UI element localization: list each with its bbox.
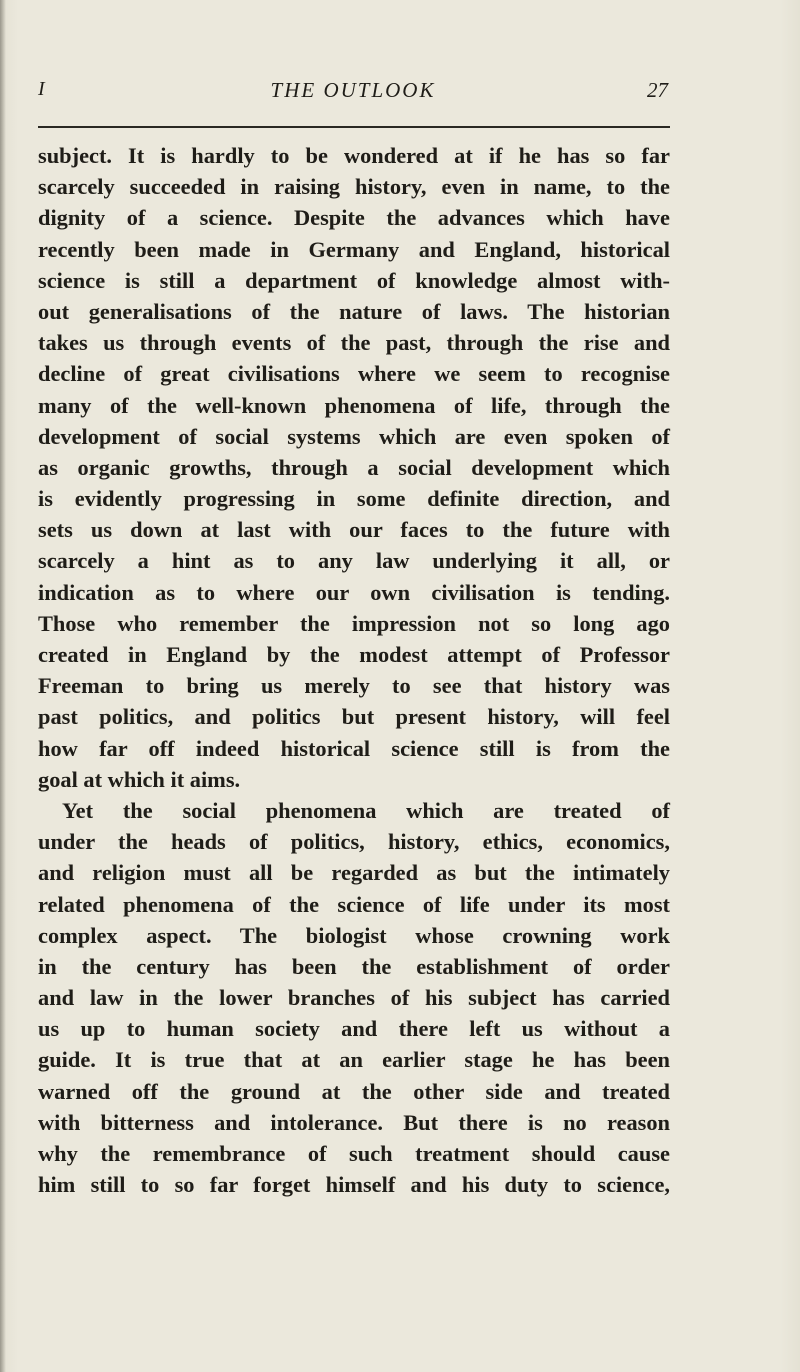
page-number: 27: [647, 78, 668, 102]
text-line: goal at which it aims.: [38, 766, 241, 792]
text-line: warned off the ground at the other side and treated: [38, 1078, 670, 1104]
text-line: scarcely a hint as to any law underlying it all, or: [38, 548, 670, 574]
text-line: with bitterness and intolerance. But there is no reason: [38, 1109, 670, 1135]
text-line: recently been made in Germany and England, historical: [38, 236, 670, 262]
text-line: past politics, and politics but present history, will feel: [38, 704, 670, 730]
text-line: how far off indeed historical science still is from the: [38, 735, 670, 761]
text-line: Freeman to bring us merely to see that history was: [38, 673, 670, 699]
text-line: related phenomena of the science of life under its most: [38, 891, 670, 917]
body-text: [38, 140, 670, 1200]
gutter-shadow: [0, 0, 6, 1372]
text-line: in the century has been the establishment of order: [38, 953, 670, 979]
text-line: and religion must all be regarded as but the intimately: [38, 860, 670, 886]
text-line: indication as to where our own civilisation is tending.: [38, 579, 670, 605]
running-header: [38, 78, 668, 108]
text-line: him still to so far forget himself and his duty to science,: [38, 1172, 670, 1198]
text-line: dignity of a science. Despite the advances which have: [38, 205, 670, 231]
text-line: guide. It is true that at an earlier stage he has been: [38, 1047, 670, 1073]
text-line: complex aspect. The biologist whose crowning work: [38, 922, 670, 948]
text-line: sets us down at last with our faces to the future with: [38, 517, 670, 543]
header-rule: [38, 126, 670, 128]
chapter-number: I: [38, 78, 45, 100]
text-line: is evidently progressing in some definite direction, and: [38, 486, 670, 512]
text-line: out generalisations of the nature of laws. The historian: [38, 298, 670, 324]
text-line: why the remembrance of such treatment should cause: [38, 1141, 670, 1166]
text-line: and law in the lower branches of his subject has carried: [38, 985, 670, 1011]
text-line: many of the well-known phenomena of life, through the: [38, 392, 670, 418]
text-line: scarcely succeeded in raising history, even in name, to the: [38, 174, 670, 200]
text-line: Those who remember the impression not so long ago: [38, 610, 670, 636]
text-line: subject. It is hardly to be wondered at if he has so far: [38, 143, 670, 168]
running-title: THE OUTLOOK: [270, 78, 436, 102]
text-line: science is still a department of knowledge almost with-: [38, 267, 670, 293]
text-line: under the heads of politics, history, ethics, economics,: [38, 829, 670, 855]
text-line: takes us through events of the past, through the rise and: [38, 330, 670, 356]
text-line: development of social systems which are even spoken of: [38, 423, 670, 449]
text-line: as organic growths, through a social development which: [38, 454, 670, 480]
text-line: created in England by the modest attempt of Professor: [38, 642, 670, 667]
text-line: us up to human society and there left us without a: [38, 1016, 670, 1042]
text-line: Yet the social phenomena which are treated of: [62, 797, 670, 823]
text-line: decline of great civilisations where we seem to recognise: [38, 361, 670, 387]
